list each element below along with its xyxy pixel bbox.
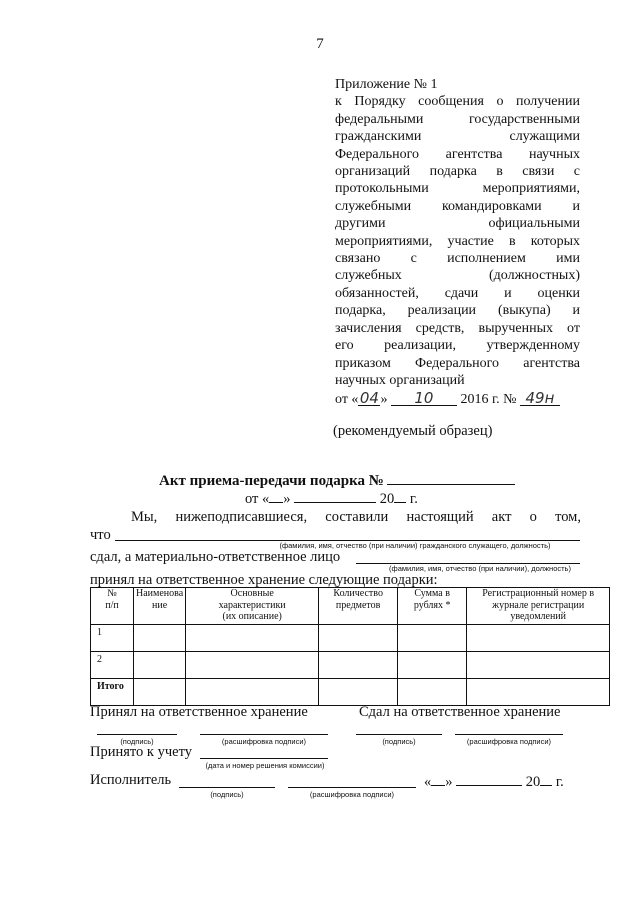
table-header-cell: Количество предметов <box>319 588 398 625</box>
executor-label: Исполнитель <box>90 772 172 788</box>
table-header-cell: № п/п <box>91 588 134 625</box>
accepted-signature-line[interactable] <box>97 734 177 735</box>
executor-day-blank[interactable] <box>431 772 445 786</box>
gifts-table <box>90 587 610 706</box>
appendix-line: гражданскими служащими <box>335 129 580 145</box>
appendix-line: другими официальными <box>335 216 580 232</box>
table-row <box>91 625 610 652</box>
handed-storage-label: Сдал на ответственное хранение <box>359 704 561 720</box>
executor-year-blank[interactable] <box>540 772 552 786</box>
act-month-blank[interactable] <box>294 489 376 503</box>
act-date-mid: » <box>283 491 291 507</box>
executor-date-prefix: « <box>424 774 432 790</box>
handed-signature-line[interactable] <box>356 734 442 735</box>
handed-decoding-caption: (расшифровка подписи) <box>466 737 552 746</box>
act-number-blank[interactable] <box>387 470 515 485</box>
appendix-line: протокольными мероприятиями, <box>335 181 580 197</box>
appendix-line: Федерального агентства научных <box>335 146 580 162</box>
accepted-signature-caption: (подпись) <box>120 737 154 746</box>
act-title-text: Акт приема-передачи подарка № <box>159 473 384 489</box>
executor-date-mid: » <box>445 774 453 790</box>
act-date-suffix: г. <box>409 491 418 507</box>
appendix-line: мероприятиями, участие в которых <box>335 233 580 249</box>
accounted-label: Принято к учету <box>90 744 192 760</box>
appendix-block <box>335 76 580 409</box>
row-number-cell: 1 <box>91 625 134 652</box>
handed-signature-caption: (подпись) <box>382 737 416 746</box>
table-cell[interactable] <box>319 679 398 706</box>
table-cell[interactable] <box>186 679 319 706</box>
table-header-cell: Основные характеристики (их описание) <box>186 588 319 625</box>
we-text: Мы, нижеподписавшиеся, составили настоящий акт о том, <box>131 509 581 525</box>
executor-decoding-line[interactable] <box>288 787 416 788</box>
handed-caption: (фамилия, имя, отчество (при наличии), должность) <box>389 564 571 573</box>
table-total-row <box>91 679 610 706</box>
table-header-cell: Регистрационный номер в журнале регистрации уведомлений <box>467 588 610 625</box>
accepted-storage-label: Принял на ответственное хранение <box>90 704 308 720</box>
table-header-cell: Сумма в рублях * <box>398 588 467 625</box>
appendix-line: организаций подарка в связи с <box>335 164 580 180</box>
table-cell[interactable] <box>398 652 467 679</box>
table-cell[interactable] <box>134 679 186 706</box>
executor-date <box>424 772 564 791</box>
executor-decoding-caption: (расшифровка подписи) <box>309 790 395 799</box>
that-caption: (фамилия, имя, отчество (при наличии) гражданского служащего, должность) <box>279 541 551 550</box>
appendix-line: зачисления средств, вырученных от <box>335 320 580 336</box>
handed-decoding-line[interactable] <box>455 734 563 735</box>
appendix-lines <box>335 76 580 389</box>
table-cell[interactable] <box>467 652 610 679</box>
accounted-caption: (дата и номер решения комиссии) <box>205 761 325 770</box>
accepted-text: принял на ответственное хранение следующие подарки: <box>90 572 438 588</box>
table-cell[interactable] <box>398 625 467 652</box>
act-year-blank[interactable] <box>394 489 406 503</box>
order-month: 10 <box>391 391 457 406</box>
page-number: 7 <box>316 36 324 52</box>
appendix-line: обязанностей, сдачи и оценки <box>335 285 580 301</box>
table-cell[interactable] <box>319 625 398 652</box>
order-date-prefix: от « <box>335 392 359 408</box>
appendix-line: Приложение № 1 <box>335 77 438 92</box>
order-day: 04 <box>359 389 379 408</box>
table-cell[interactable] <box>134 652 186 679</box>
executor-signature-caption: (подпись) <box>210 790 244 799</box>
act-year: 20 <box>379 491 395 507</box>
table-header-cell: Наименова ние <box>134 588 186 625</box>
table-cell[interactable] <box>134 625 186 652</box>
appendix-line: научных организаций <box>335 372 465 388</box>
table-cell[interactable] <box>467 679 610 706</box>
table-header-row <box>91 588 610 625</box>
total-label: Итого <box>91 679 134 706</box>
appendix-line: служебными командировками и <box>335 198 580 214</box>
executor-date-suffix: г. <box>555 774 564 790</box>
table-cell[interactable] <box>398 679 467 706</box>
recommended-sample: (рекомендуемый образец) <box>333 423 493 439</box>
appendix-line: федеральными государственными <box>335 111 580 127</box>
table-row <box>91 652 610 679</box>
handed-text: сдал, а материально-ответственное лицо <box>90 549 341 565</box>
appendix-line: приказом Федерального агентства <box>335 355 580 371</box>
table-cell[interactable] <box>467 625 610 652</box>
appendix-line: связано с исполнением ими <box>335 251 580 267</box>
order-date-line <box>335 391 580 408</box>
appendix-line: служебных (должностных) <box>335 268 580 284</box>
appendix-line: его реализации, утвержденному <box>335 338 580 354</box>
executor-year: 20 <box>525 774 541 790</box>
act-day-blank[interactable] <box>269 489 283 503</box>
act-date-line <box>245 489 418 508</box>
act-date-prefix: от « <box>245 491 270 507</box>
order-number: 49н <box>520 391 560 406</box>
order-year: 2016 г. № <box>460 392 517 408</box>
executor-month-blank[interactable] <box>456 772 522 786</box>
table-cell[interactable] <box>186 625 319 652</box>
act-title <box>159 470 515 490</box>
accepted-decoding-caption: (расшифровка подписи) <box>221 737 307 746</box>
order-date-sep: » <box>380 392 388 408</box>
accounted-blank[interactable] <box>200 758 328 759</box>
appendix-line: к Порядку сообщения о получении <box>335 94 580 110</box>
table-cell[interactable] <box>319 652 398 679</box>
table-cell[interactable] <box>186 652 319 679</box>
row-number-cell: 2 <box>91 652 134 679</box>
accepted-decoding-line[interactable] <box>200 734 328 735</box>
appendix-line: подарка, реализации (выкупа) и <box>335 303 580 319</box>
executor-signature-line[interactable] <box>179 787 275 788</box>
that-label: что <box>90 527 111 543</box>
